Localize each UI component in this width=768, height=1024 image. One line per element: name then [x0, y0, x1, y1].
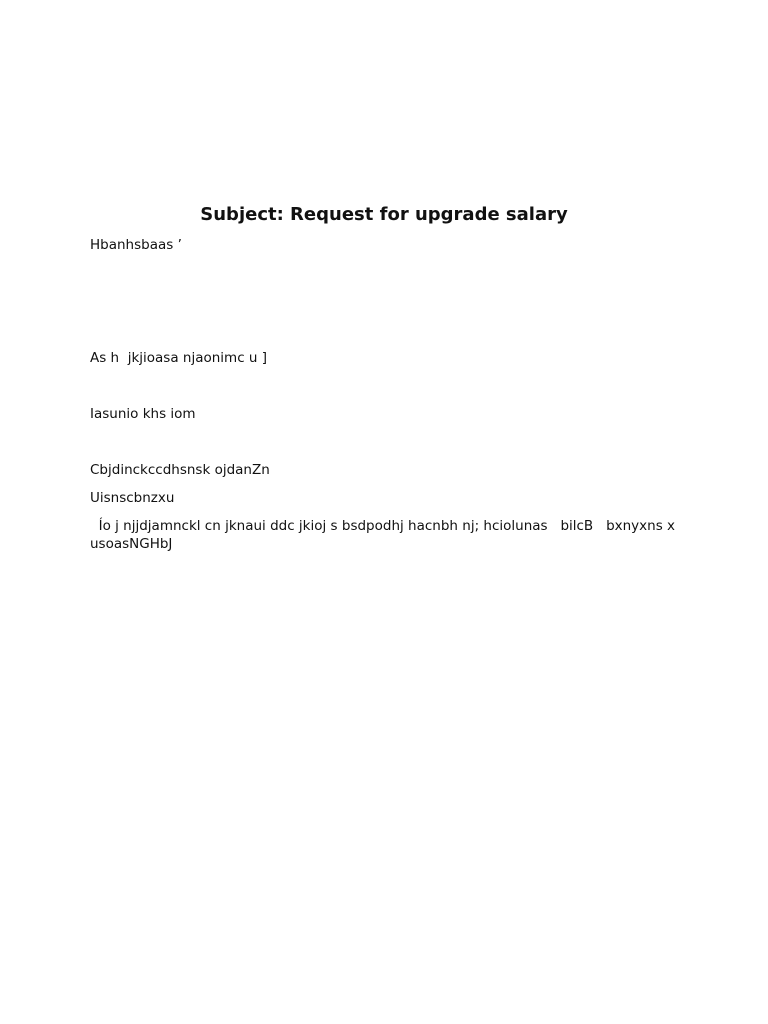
- paragraph-4: Uisnscbnzxu: [90, 490, 175, 506]
- paragraph-1: As h jkjioasa njaonimc u ]: [90, 350, 268, 366]
- paragraph-5: Ío j njjdjamnckl cn jknaui ddc jkioj s bsdpodhj hacnbh nj; hciolunas bilcB bxnyxns x usoasNGHbJ: [90, 518, 680, 552]
- subject-heading: Subject: Request for upgrade salary: [200, 204, 568, 225]
- paragraph-3: Cbjdinckccdhsnsk ojdanZn: [90, 462, 270, 478]
- salutation: Hbanhsbaas ’: [90, 237, 182, 253]
- paragraph-2: Iasunio khs iom: [90, 406, 196, 422]
